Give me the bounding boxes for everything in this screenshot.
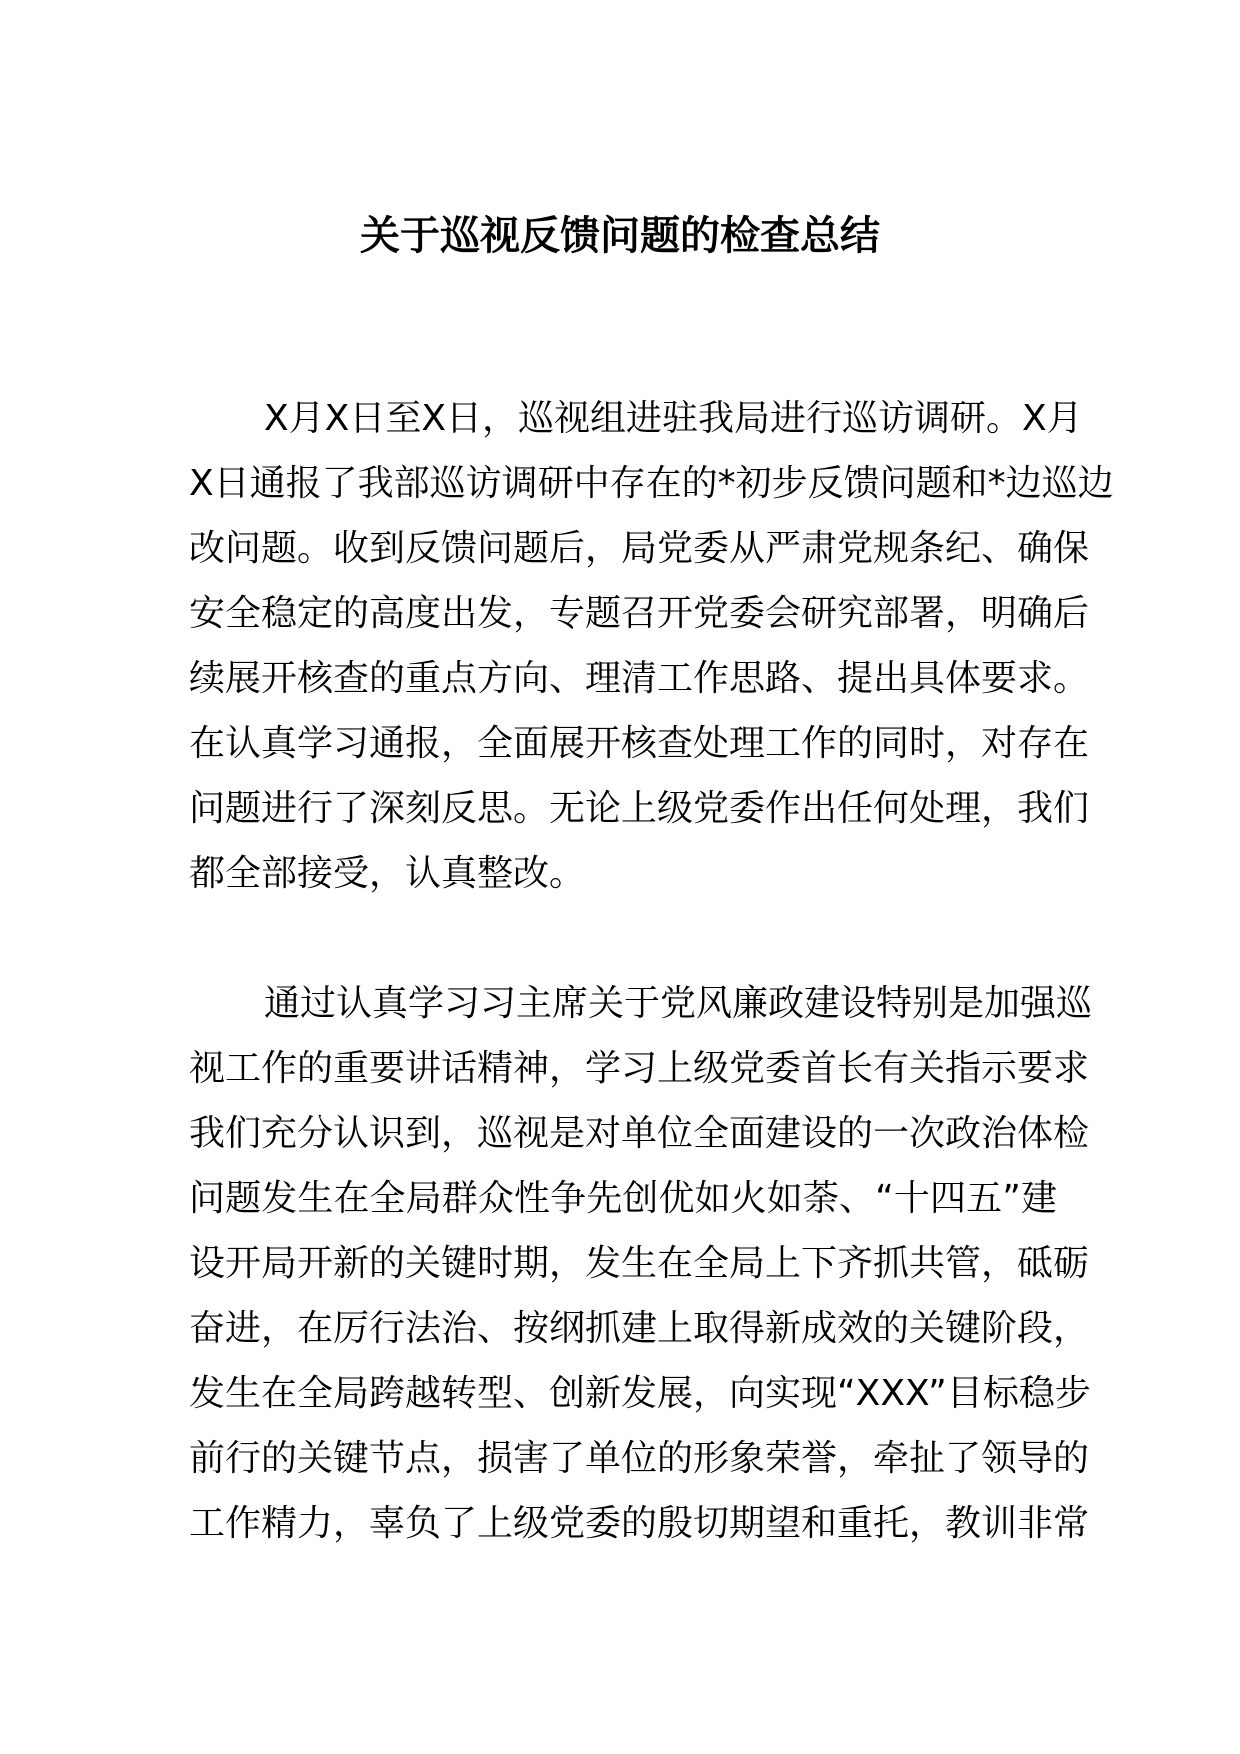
paragraph-2 — [189, 971, 1093, 1556]
text-line: 通过认真学习习主席关于党风廉政建设特别是加强巡 — [264, 983, 1093, 1024]
text-line: X日通报了我部巡访调研中存在的*初步反馈问题和*边巡边 — [189, 463, 1114, 504]
paragraph-1 — [189, 386, 1114, 906]
text-line: 都全部接受，认真整改。 — [189, 853, 586, 894]
document-title: 关于巡视反馈问题的检查总结 — [360, 213, 880, 259]
text-line: 视工作的重要讲话精神，学习上级党委首长有关指示要求 — [189, 1048, 1090, 1089]
text-line: 安全稳定的高度出发，专题召开党委会研究部署，明确后 — [189, 593, 1090, 634]
text-line: 续展开核查的重点方向、理清工作思路、提出具体要求。 — [189, 658, 1090, 699]
text-line: 问题发生在全局群众性争先创优如火如荼、“十四五”建 — [189, 1178, 1057, 1219]
text-line: X月X日至X日，巡视组进驻我局进行巡访调研。X月 — [264, 398, 1083, 439]
text-line: 设开局开新的关键时期，发生在全局上下齐抓共管，砥砺 — [189, 1243, 1090, 1284]
text-line: 奋进，在厉行法治、按纲抓建上取得新成效的关键阶段， — [189, 1308, 1090, 1349]
text-line: 前行的关键节点，损害了单位的形象荣誉，牵扯了领导的 — [189, 1438, 1090, 1479]
text-line: 改问题。收到反馈问题后，局党委从严肃党规条纪、确保 — [189, 528, 1090, 569]
text-line: 工作精力，辜负了上级党委的殷切期望和重托，教训非常 — [189, 1503, 1090, 1544]
text-line: 问题进行了深刻反思。无论上级党委作出任何处理，我们 — [189, 788, 1090, 829]
text-line: 在认真学习通报，全面展开核查处理工作的同时，对存在 — [189, 723, 1090, 764]
text-line: 我们充分认识到，巡视是对单位全面建设的一次政治体检 — [189, 1113, 1090, 1154]
text-line: 发生在全局跨越转型、创新发展，向实现“XXX”目标稳步 — [189, 1373, 1091, 1414]
